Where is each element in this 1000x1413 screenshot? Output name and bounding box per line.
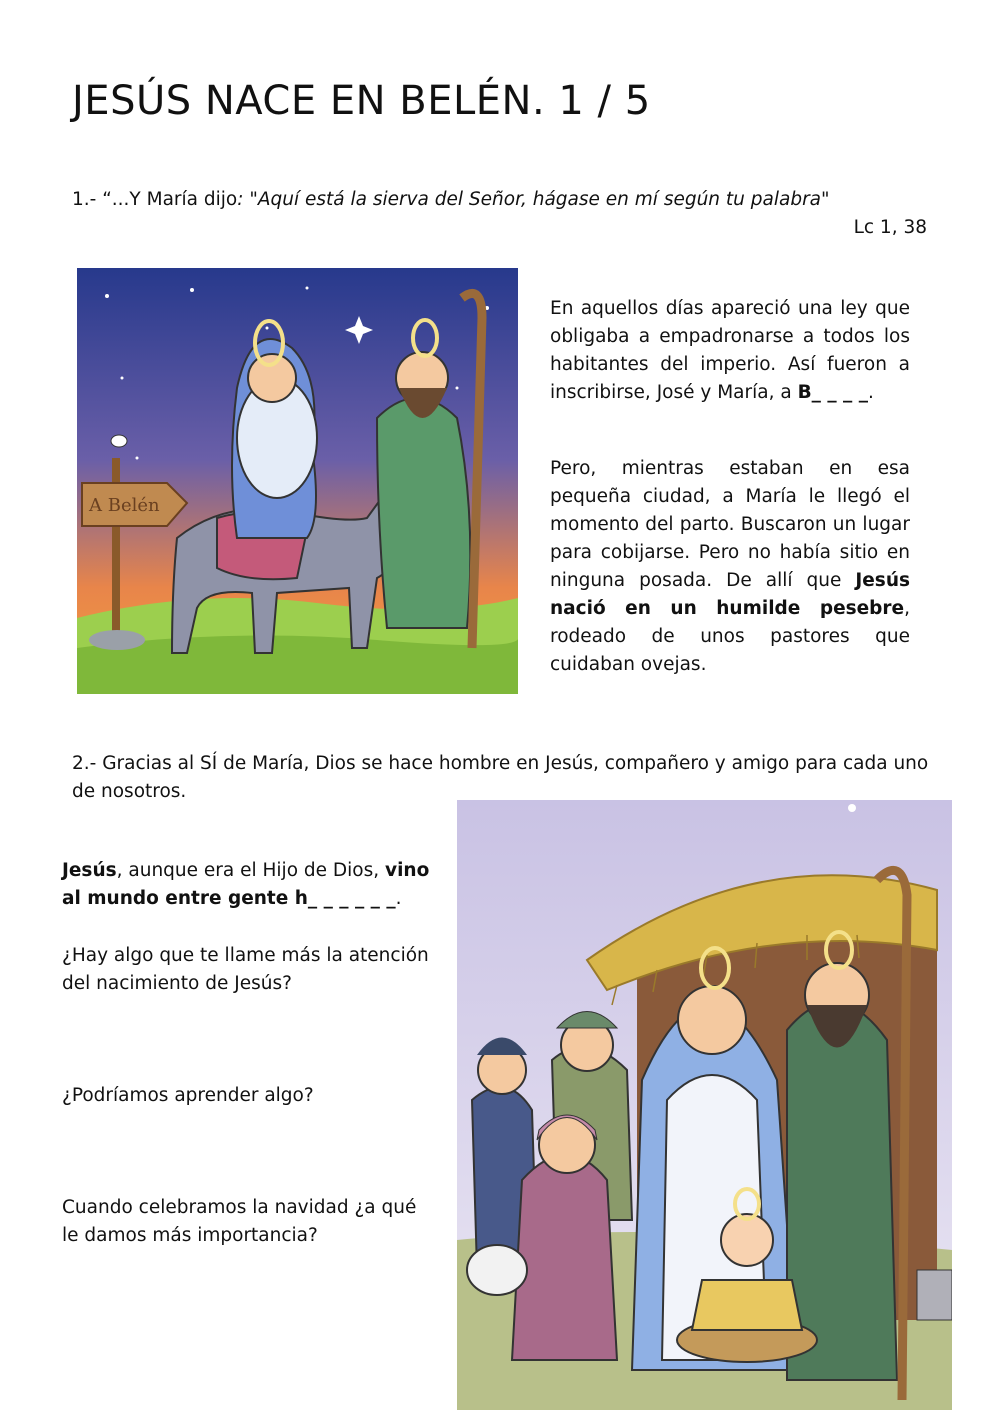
journey-illustration <box>77 268 518 694</box>
sentence-middle: , aunque era el Hijo de Dios, <box>116 860 386 881</box>
birth-text-end: , rodeado de unos pastores que cuidaban ovejas. <box>550 598 910 675</box>
question-attention: ¿Hay algo que te llame más la atención del nacimiento de Jesús? <box>62 945 429 994</box>
jesus-word: Jesús <box>62 860 117 881</box>
section2-intro: 2.- Gracias al SÍ de María, Dios se hace hombre en Jesús, compañero y amigo para cada uno de nosotros. <box>72 753 929 802</box>
census-paragraph <box>550 295 910 407</box>
humble-people-sentence <box>62 857 432 913</box>
page-title: JESÚS NACE EN BELÉN. 1 / 5 <box>72 78 651 124</box>
question-learn: ¿Podríamos aprender algo? <box>62 1085 314 1106</box>
census-end: . <box>868 382 874 403</box>
birth-paragraph <box>550 455 910 679</box>
sentence-end: . <box>395 888 402 909</box>
section1-intro: 1.- “...Y María dijo <box>72 189 238 210</box>
sign-text: A Belén <box>89 495 160 516</box>
birth-text: Pero, mientras estaban en esa pequeña ciudad, a María le llegó el momento del parto. Buscaron un lugar para cobijarse. Pero no había sitio en ninguna posada. De allí que <box>550 458 910 591</box>
census-text: En aquellos días apareció una ley que obligaba a empadronarse a todos los habitantes del imperio. Así fueron a inscribirse, José y María, a <box>550 298 910 403</box>
section1-quote-line <box>72 186 830 214</box>
bible-reference: Lc 1, 38 <box>853 217 927 238</box>
mary-quote: : "Aquí está la sierva del Señor, hágase en mí según tu palabra" <box>237 189 830 210</box>
bethlehem-blank[interactable]: B_ _ _ _ <box>797 382 868 403</box>
humble-blank[interactable]: vino al mundo entre gente h_ _ _ _ _ _ <box>62 860 430 909</box>
question-christmas: Cuando celebramos la navidad ¿a qué le damos más importancia? <box>62 1197 417 1246</box>
nativity-illustration <box>457 800 952 1410</box>
birth-highlight: Jesús nació en un humilde pesebre <box>550 570 910 619</box>
